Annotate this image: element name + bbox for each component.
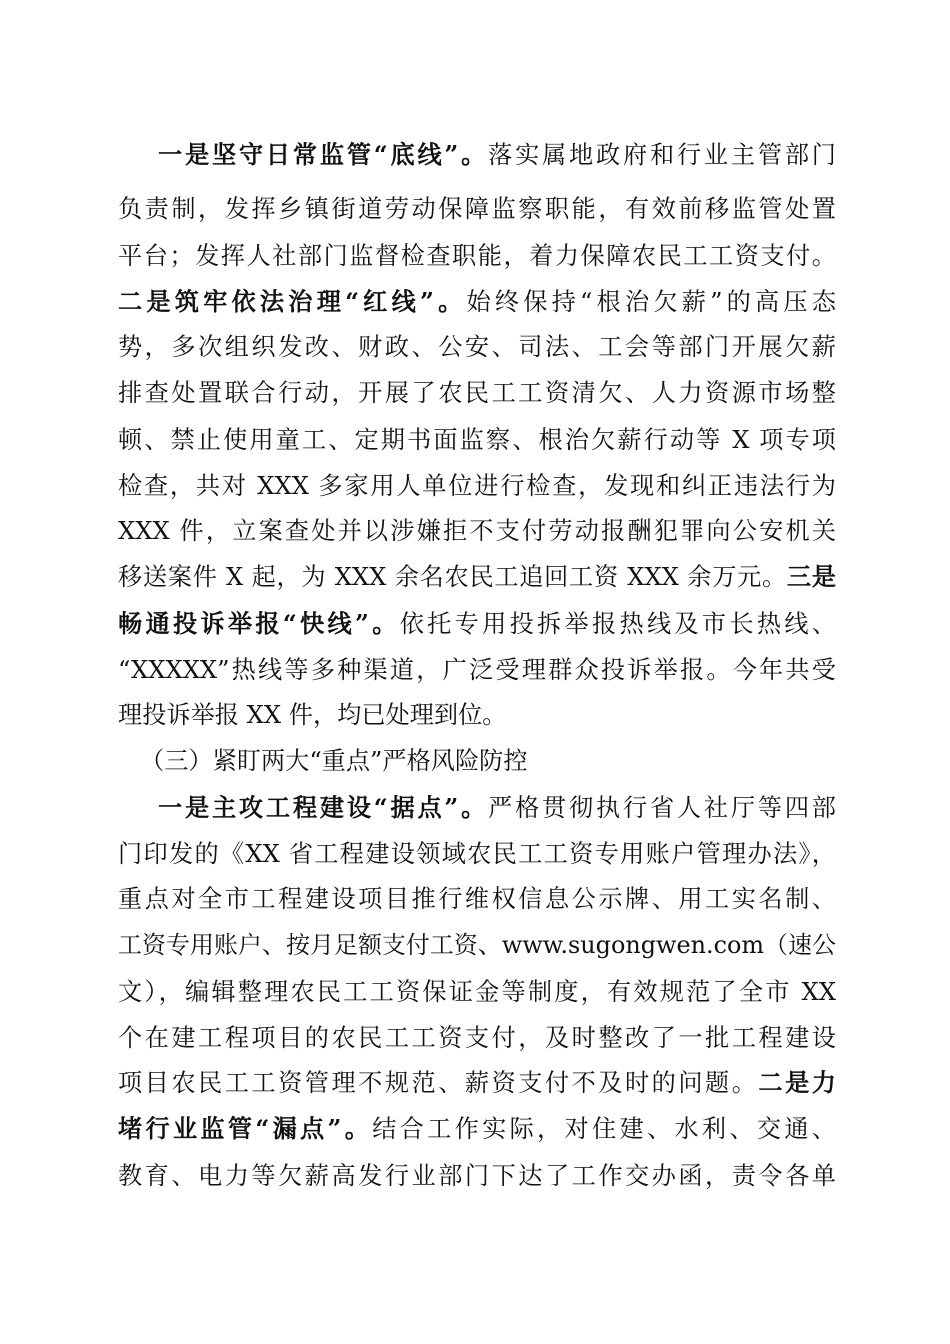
paragraph-1-line-11	[118, 604, 836, 644]
section-heading: （三）紧盯两大“重点”严格风险防控	[140, 747, 528, 775]
paragraph-1-line-13: 理投诉举报 XX 件，均已处理到位。	[118, 701, 507, 729]
paragraph-2-line-4: 工资专用账户、按月足额支付工资、www.sugongwen.com（速公	[118, 931, 836, 959]
paragraph-1-line-9: XXX 件，立案查处并以涉嫌拒不支付劳动报酬犯罪向公安机关	[118, 517, 836, 545]
bold-lead-2: 二是力	[758, 1068, 836, 1097]
paragraph-1-line-10	[118, 557, 836, 597]
bold-lead-2-cont: 堵行业监管“漏点”。	[118, 1114, 373, 1143]
paragraph-1-line-4	[118, 282, 836, 322]
line-text: 严格贯彻执行省人社厅等四部	[488, 794, 836, 822]
paragraph-2-line-1	[158, 788, 836, 828]
bold-lead-3-cont: 畅通投诉举报“快线”。	[118, 609, 400, 638]
paragraph-1-line-1	[158, 135, 836, 175]
line-text: 始终保持“根治欠薪”的高压态	[466, 288, 836, 316]
line-text: 落实属地政府和行业主管部门	[488, 141, 836, 169]
bold-lead-2: 二是筑牢依法治理“红线”。	[118, 287, 467, 316]
paragraph-2-line-6: 个在建工程项目的农民工工资支付，及时整改了一批工程建设	[118, 1024, 836, 1052]
paragraph-1-line-8: 检查，共对 XXX 多家用人单位进行检查，发现和纠正违法行为	[118, 472, 836, 500]
paragraph-2-line-8	[118, 1109, 836, 1149]
line-text: 结合工作实际，对住建、水利、交通、	[372, 1115, 836, 1143]
paragraph-1-line-5: 势，多次组织发改、财政、公安、司法、工会等部门开展欠薪	[118, 333, 836, 361]
paragraph-1-line-7: 顿、禁止使用童工、定期书面监察、根治欠薪行动等 X 项专项	[118, 426, 836, 454]
paragraph-1-line-12: “XXXXX”热线等多种渠道，广泛受理群众投诉举报。今年共受	[118, 656, 836, 684]
paragraph-2-line-7	[118, 1063, 836, 1103]
line-text: 项目农民工工资管理不规范、薪资支付不及时的问题。	[118, 1069, 759, 1097]
line-text: 移送案件 X 起，为 XXX 余名农民工追回工资 XXX 余万元。	[118, 563, 787, 591]
bold-lead-1: 一是主攻工程建设“据点”。	[158, 793, 489, 822]
paragraph-1-line-3: 平台；发挥人社部门监督检查职能，着力保障农民工工资支付。	[118, 242, 836, 270]
bold-lead-1: 一是坚守日常监管“底线”。	[158, 140, 489, 169]
paragraph-2-line-3: 重点对全市工程建设项目推行维权信息公示牌、用工实名制、	[118, 885, 836, 913]
paragraph-1-line-2: 负责制，发挥乡镇街道劳动保障监察职能，有效前移监管处置	[118, 195, 836, 223]
paragraph-1-line-6: 排查处置联合行动，开展了农民工工资清欠、人力资源市场整	[118, 379, 836, 407]
paragraph-2-line-2: 门印发的《XX 省工程建设领域农民工工资专用账户管理办法》，	[118, 840, 836, 868]
paragraph-2-line-5: 文），编辑整理农民工工资保证金等制度，有效规范了全市 XX	[118, 978, 836, 1006]
line-text: 依托专用投拆举报热线及市长热线、	[399, 610, 836, 638]
paragraph-2-line-9: 教育、电力等欠薪高发行业部门下达了工作交办函，责令各单	[118, 1162, 836, 1190]
bold-lead-3: 三是	[786, 562, 836, 591]
